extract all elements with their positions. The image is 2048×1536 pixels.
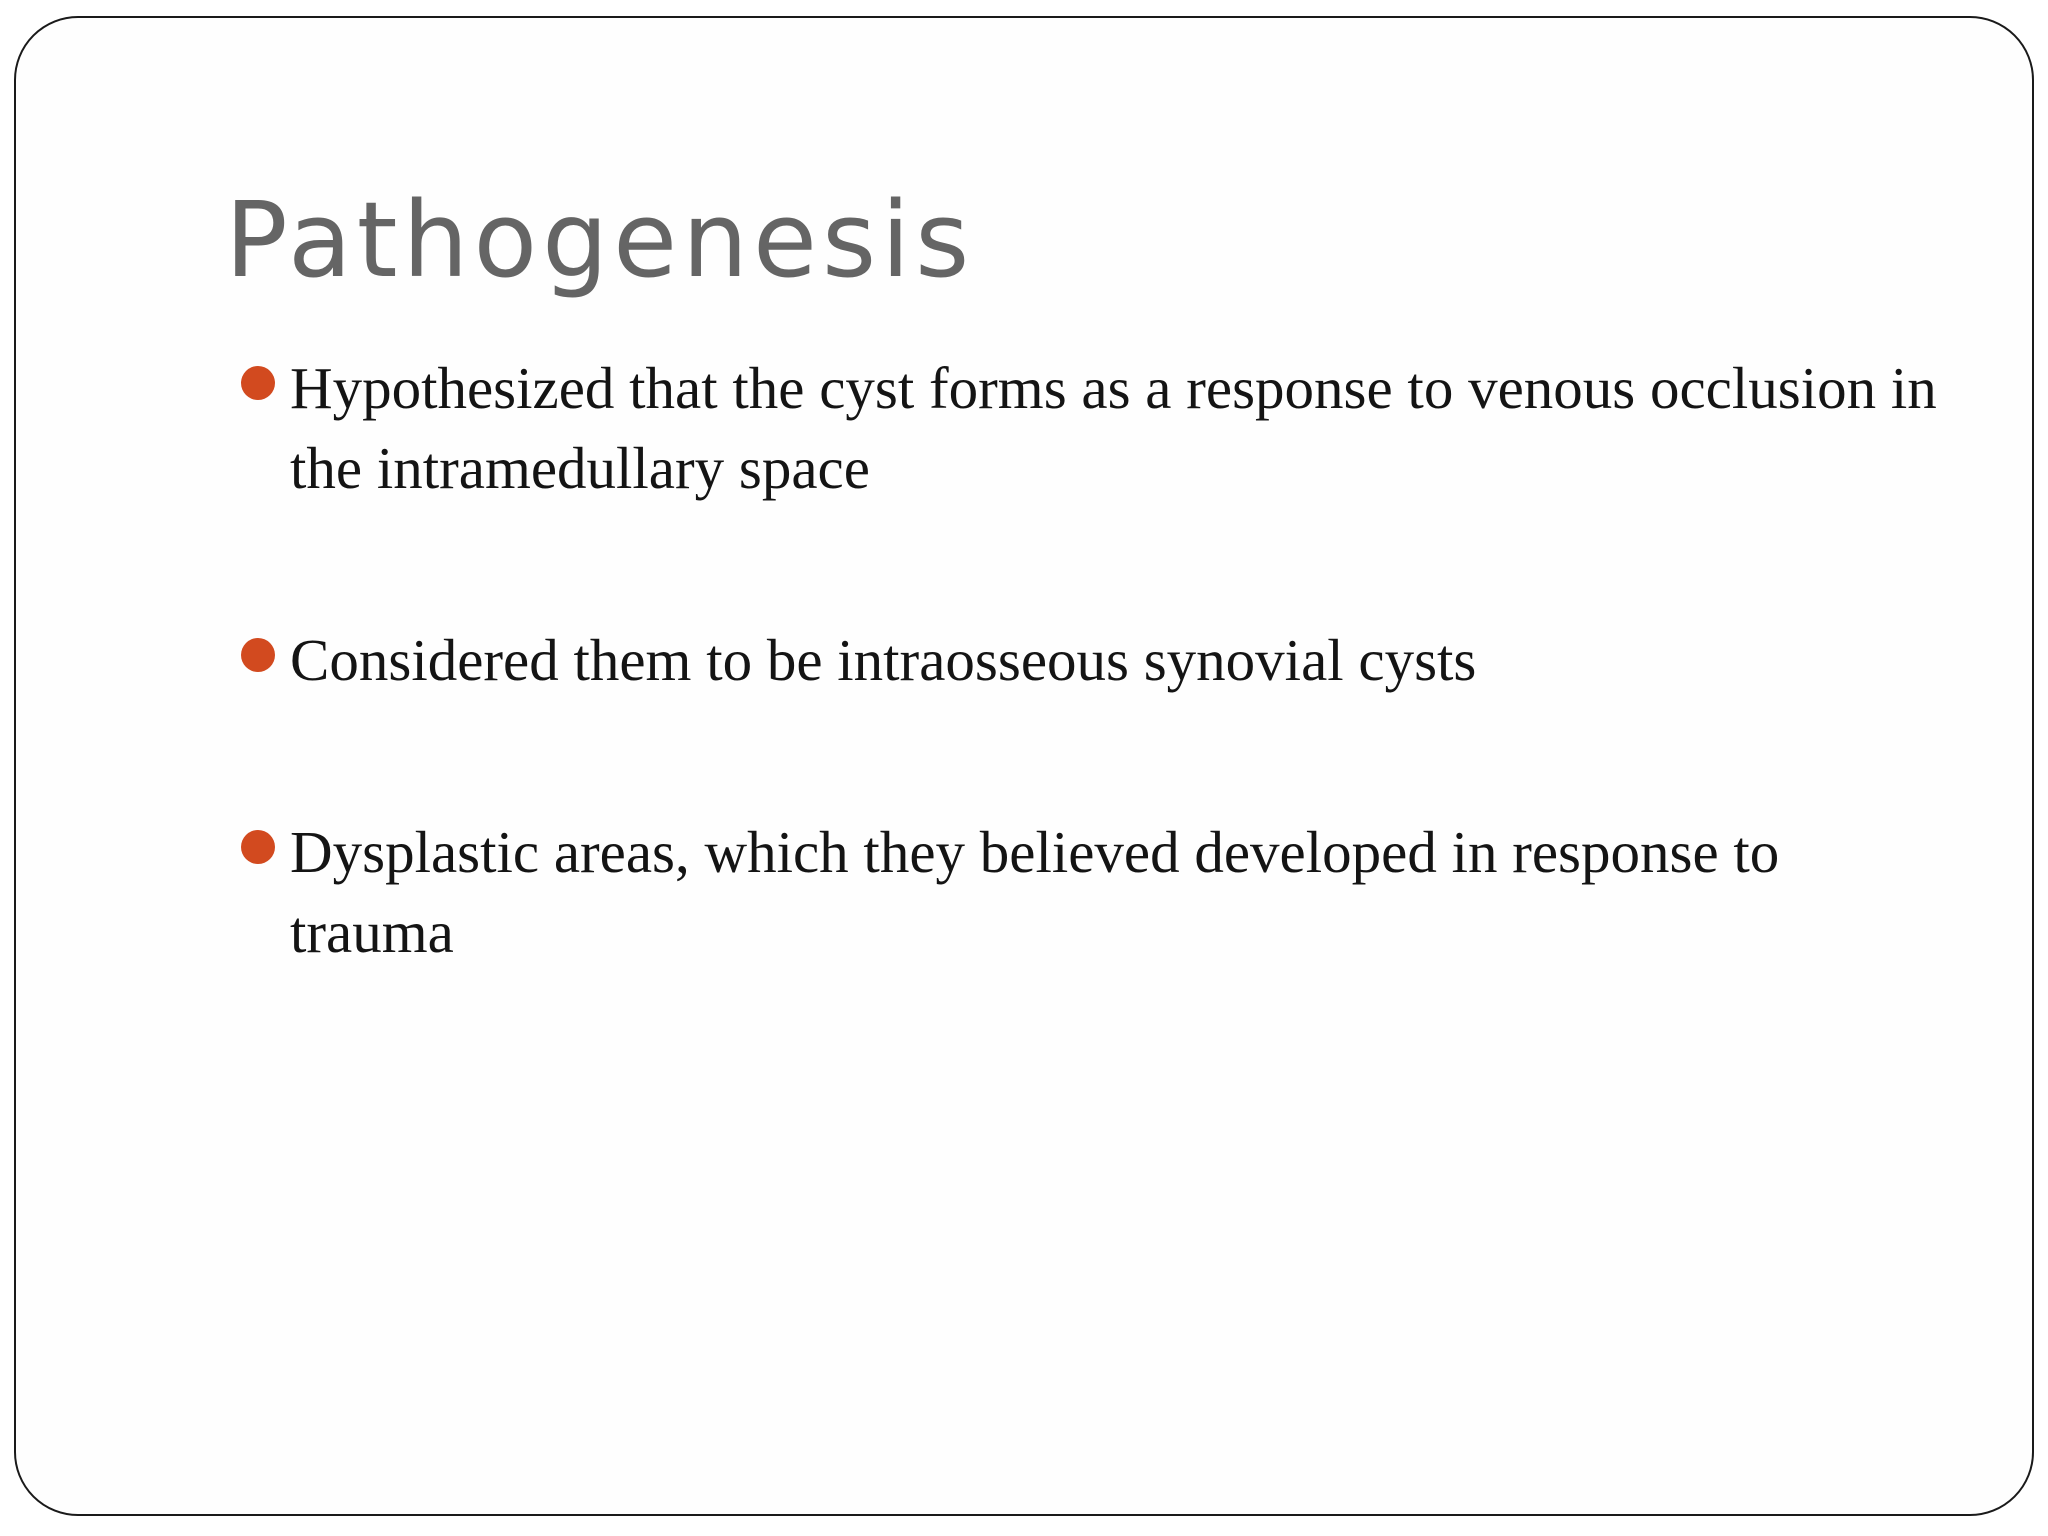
bullet-text: Considered them to be intraosseous synovial cysts <box>290 627 1477 693</box>
slide <box>14 16 2034 1516</box>
bullet-item <box>226 348 1946 508</box>
bullet-item <box>226 620 1946 700</box>
bullet-dot-icon <box>241 830 275 864</box>
bullet-dot-icon <box>241 638 275 672</box>
bullet-dot-icon <box>241 366 275 400</box>
slide-title: Pathogenesis <box>225 179 975 301</box>
bullet-item <box>226 812 1946 972</box>
bullet-text: Hypothesized that the cyst forms as a response to venous occlusion in the intramedullary space <box>290 355 1937 501</box>
bullet-text: Dysplastic areas, which they believed developed in response to trauma <box>290 819 1780 965</box>
bullet-list <box>226 348 1946 972</box>
